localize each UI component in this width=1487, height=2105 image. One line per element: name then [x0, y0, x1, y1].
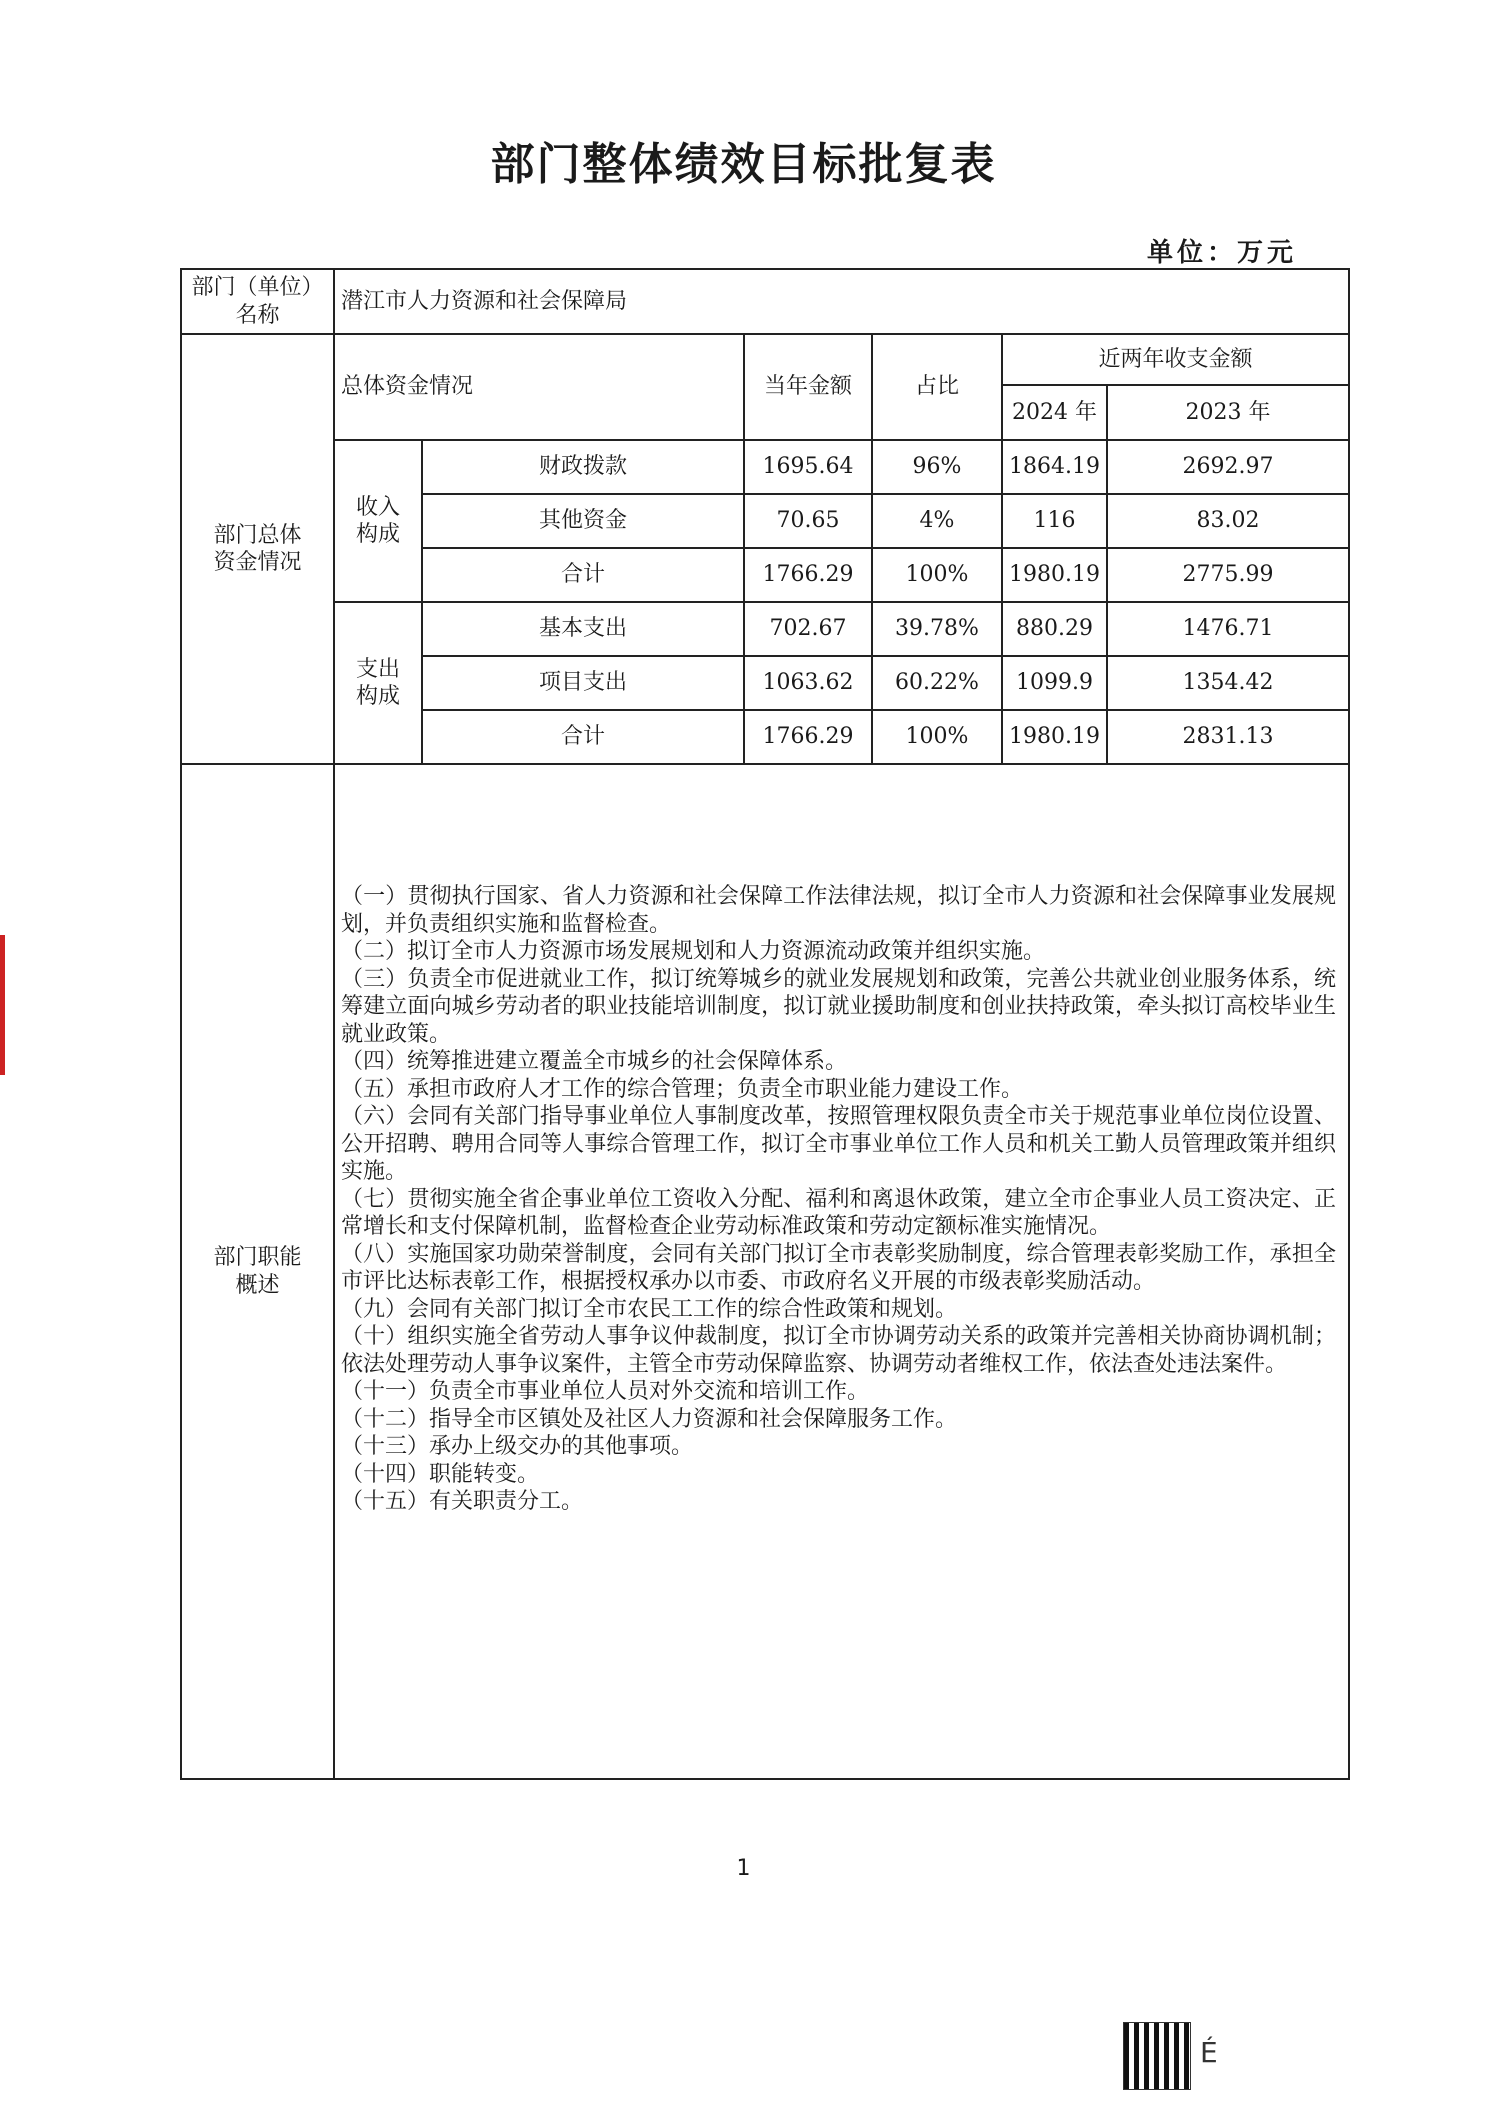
row-item: 项目支出	[422, 656, 744, 710]
duties-label	[181, 764, 334, 1779]
duty-item: （十一）负责全市事业单位人员对外交流和培训工作。	[341, 1379, 870, 1404]
col-header-recent: 近两年收支金额	[1002, 334, 1349, 385]
overall-funds-label-text: 总体资金情况	[341, 374, 474, 400]
qr-trailing-mark: É	[1200, 2036, 1218, 2069]
funds-section-label-text: 部门总体 资金情况	[213, 522, 302, 575]
col-header-2023: 2023 年	[1107, 385, 1349, 440]
row-amount: 702.67	[744, 602, 872, 656]
row-2024: 1980.19	[1002, 548, 1107, 602]
dept-name-label-text: 部门（单位） 名称	[191, 275, 324, 328]
duty-item: （六）会同有关部门指导事业单位人事制度改革，按照管理权限负责全市关于规范事业单位岗位设置、公开招聘、聘用合同等人事综合管理工作，拟订全市事业单位工作人员和机关工勤人员管理政策并组织实施。	[341, 1104, 1337, 1184]
col-header-amount: 当年金额	[744, 334, 872, 440]
income-label-text: 收入 构成	[355, 494, 400, 547]
row-2023: 1476.71	[1107, 602, 1349, 656]
row-2023: 83.02	[1107, 494, 1349, 548]
duties-cell	[334, 764, 1349, 1779]
dept-name-label	[181, 269, 334, 334]
row-ratio: 39.78%	[872, 602, 1002, 656]
dept-name-cell	[334, 269, 1349, 334]
duty-item: （五）承担市政府人才工作的综合管理；负责全市职业能力建设工作。	[341, 1076, 1024, 1102]
page-number: 1	[736, 1856, 751, 1881]
row-item: 合计	[422, 548, 744, 602]
row-2024: 1980.19	[1002, 710, 1107, 764]
table-row	[181, 602, 1349, 656]
row-amount: 1063.62	[744, 656, 872, 710]
duty-item: （十）组织实施全省劳动人事争议仲裁制度，拟订全市协调劳动关系的政策并完善相关协商协调机制；依法处理劳动人事争议案件，主管全市劳动保障监察、协调劳动者维权工作，依法查处违法案件。	[341, 1324, 1337, 1377]
expense-label	[334, 602, 422, 764]
row-2024: 116	[1002, 494, 1107, 548]
row-ratio: 4%	[872, 494, 1002, 548]
row-2023: 2775.99	[1107, 548, 1349, 602]
row-2024: 1099.9	[1002, 656, 1107, 710]
overall-funds-label	[334, 334, 744, 440]
row-2023: 2831.13	[1107, 710, 1349, 764]
expense-label-text: 支出 构成	[355, 656, 400, 709]
row-item: 其他资金	[422, 494, 744, 548]
row-ratio: 96%	[872, 440, 1002, 494]
duty-item: （九）会同有关部门拟订全市农民工工作的综合性政策和规划。	[341, 1296, 958, 1322]
row-2024: 880.29	[1002, 602, 1107, 656]
table-row	[181, 440, 1349, 494]
income-label	[334, 440, 422, 602]
duty-item: （一）贯彻执行国家、省人力资源和社会保障工作法律法规，拟订全市人力资源和社会保障事业发展规划，并负责组织实施和监督检查。	[341, 884, 1337, 937]
duty-item: （三）负责全市促进就业工作，拟订统筹城乡的就业发展规划和政策，完善公共就业创业服务体系，统筹建立面向城乡劳动者的职业技能培训制度，拟订就业援助制度和创业扶持政策，牵头拟订高校毕业生就业政策。	[341, 966, 1337, 1047]
qr-code-icon	[1124, 2023, 1190, 2089]
col-header-ratio: 占比	[872, 334, 1002, 440]
row-item: 合计	[422, 710, 744, 764]
edge-mark	[0, 935, 5, 1075]
duty-item: （八）实施国家功勋荣誉制度，会同有关部门拟订全市表彰奖励制度，综合管理表彰奖励工作，承担全市评比达标表彰工作，根据授权承办以市委、市政府名义开展的市级表彰奖励活动。	[341, 1241, 1337, 1294]
dept-name-value: 潜江市人力资源和社会保障局	[341, 288, 628, 314]
row-amount: 1766.29	[744, 548, 872, 602]
row-amount: 1766.29	[744, 710, 872, 764]
duties-list	[341, 765, 1336, 1516]
row-item: 财政拨款	[422, 440, 744, 494]
col-header-2024: 2024 年	[1002, 385, 1107, 440]
duty-item: （十二）指导全市区镇处及社区人力资源和社会保障服务工作。	[341, 1406, 958, 1432]
unit-label: 单位：万元	[1146, 238, 1297, 268]
row-ratio: 100%	[872, 548, 1002, 602]
row-amount: 70.65	[744, 494, 872, 548]
duty-item: （十五）有关职责分工。	[341, 1489, 584, 1514]
duty-item: （四）统筹推进建立覆盖全市城乡的社会保障体系。	[341, 1049, 848, 1074]
duty-item: （七）贯彻实施全省企事业单位工资收入分配、福利和离退休政策，建立全市企事业人员工资决定、正常增长和支付保障机制，监督检查企业劳动标准政策和劳动定额标准实施情况。	[341, 1186, 1337, 1239]
row-2023: 1354.42	[1107, 656, 1349, 710]
row-2024: 1864.19	[1002, 440, 1107, 494]
row-item: 基本支出	[422, 602, 744, 656]
duties-label-text: 部门职能 概述	[213, 1245, 302, 1298]
row-2023: 2692.97	[1107, 440, 1349, 494]
row-ratio: 100%	[872, 710, 1002, 764]
duty-item: （二）拟订全市人力资源市场发展规划和人力资源流动政策并组织实施。	[341, 939, 1046, 964]
funds-section-label	[181, 334, 334, 764]
row-amount: 1695.64	[744, 440, 872, 494]
duty-item: （十四）职能转变。	[341, 1461, 540, 1487]
performance-table	[180, 268, 1350, 1780]
duty-item: （十三）承办上级交办的其他事项。	[341, 1434, 694, 1459]
row-ratio: 60.22%	[872, 656, 1002, 710]
page-title: 部门整体绩效目标批复表	[490, 139, 997, 190]
